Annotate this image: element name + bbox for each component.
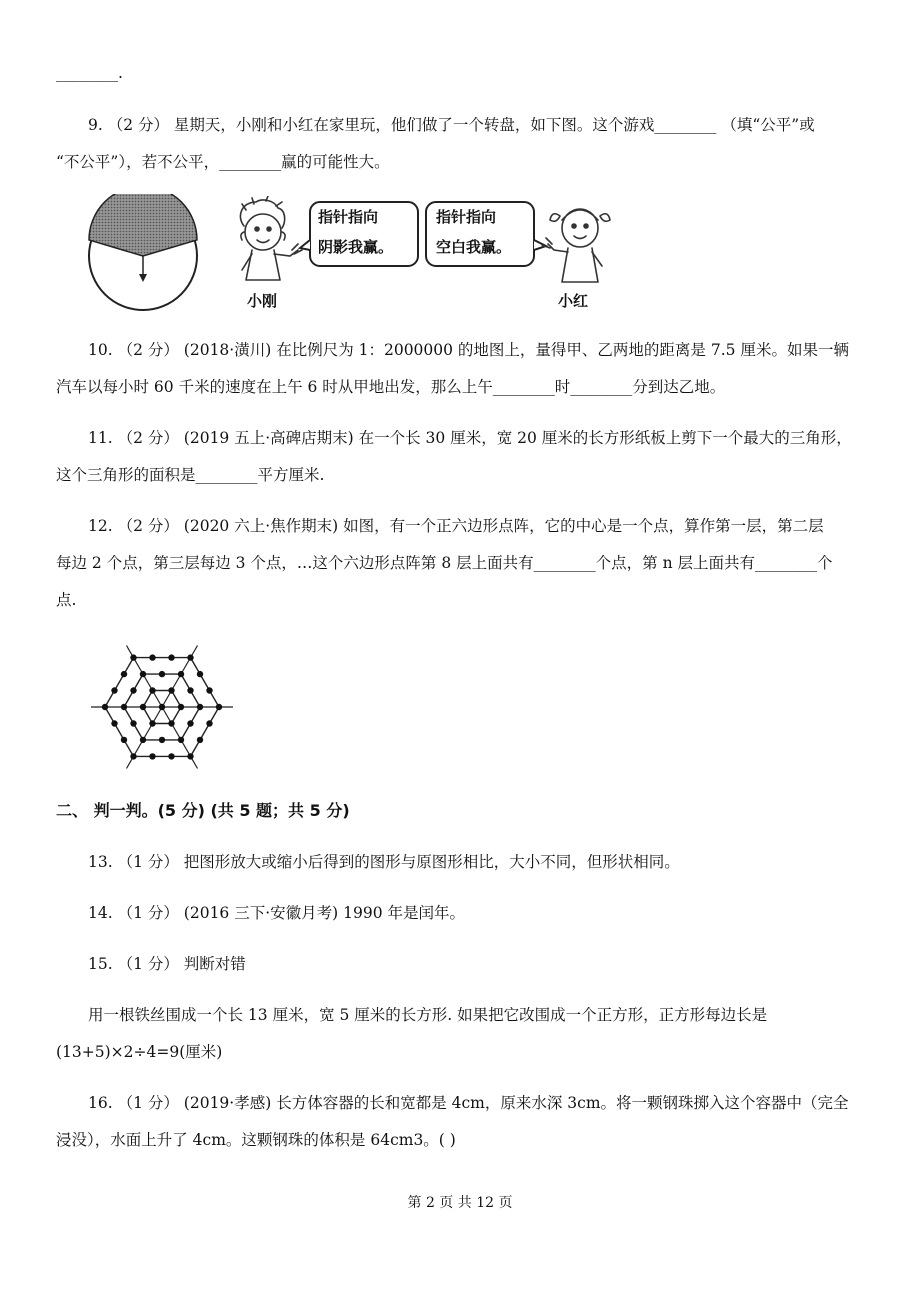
lattice-dot: [197, 671, 203, 677]
lattice-dot: [121, 671, 127, 677]
lattice-dot: [168, 720, 174, 726]
name-label-xiaohong: 小红: [558, 292, 589, 310]
lattice-dot: [187, 720, 193, 726]
girl-xiaohong-illustration: [540, 194, 614, 286]
section-2-heading: 二、 判一判。(5 分) (共 5 题；共 5 分): [56, 801, 350, 820]
lattice-dot: [149, 654, 155, 660]
hexagon-dot-lattice-figure: [86, 640, 238, 774]
q12-line1: 12. （2 分） (2020 六上·焦作期末) 如图，有一个正六边形点阵，它的中心是一个点，算作第一层，第二层: [88, 517, 824, 535]
q15-line1: 15. （1 分） 判断对错: [88, 955, 246, 973]
lattice-dot: [178, 737, 184, 743]
lattice-dot: [187, 753, 193, 759]
lattice-dot: [111, 687, 117, 693]
q10-line2: 汽车以每小时 60 千米的速度在上午 6 时从甲地出发，那么上午________时________分到达乙地。: [56, 378, 726, 396]
lattice-dot: [149, 720, 155, 726]
q14-line1: 14. （1 分） (2016 三下·安徽月考) 1990 年是闰年。: [88, 904, 465, 922]
q12-line2: 每边 2 个点，第三层每边 3 个点，…这个六边形点阵第 8 层上面共有________个点，第 n 层上面共有________个: [56, 554, 833, 572]
lattice-dot: [168, 654, 174, 660]
lattice-dot: [197, 704, 203, 710]
boy-xiaogang-illustration: [232, 196, 306, 284]
lattice-dot: [178, 671, 184, 677]
lattice-dot: [149, 753, 155, 759]
lattice-dot: [197, 737, 203, 743]
q9-line1: 9. （2 分） 星期天，小刚和小红在家里玩，他们做了一个转盘，如下图。这个游戏________ （填“公平”或: [88, 116, 815, 134]
lattice-dot: [111, 720, 117, 726]
lattice-dot: [159, 737, 165, 743]
q8-answer-blank: ________.: [56, 64, 123, 82]
lattice-dot: [216, 704, 222, 710]
lattice-dot: [206, 687, 212, 693]
lattice-dot: [140, 671, 146, 677]
lattice-dot: [102, 704, 108, 710]
bubble-left-line2: 阴影我赢。: [318, 238, 394, 256]
name-label-xiaogang: 小刚: [247, 292, 278, 310]
q10-line1: 10. （2 分） (2018·潢川) 在比例尺为 1：2000000 的地图上，量得甲、乙两地的距离是 7.5 厘米。如果一辆: [88, 341, 849, 359]
lattice-dot: [130, 753, 136, 759]
q9-line2: “不公平”），若不公平，________赢的可能性大。: [56, 153, 390, 171]
lattice-dot: [140, 704, 146, 710]
bubble-left-line1: 指针指向: [318, 208, 379, 226]
page-footer: 第 2 页 共 12 页: [407, 1195, 513, 1211]
q11-line2: 这个三角形的面积是________平方厘米.: [56, 466, 325, 484]
q12-line3: 点.: [56, 591, 77, 609]
lattice-dot: [121, 704, 127, 710]
lattice-dot: [206, 720, 212, 726]
q16-line1: 16. （1 分） (2019·孝感) 长方体容器的长和宽都是 4cm，原来水深 3cm。将一颗钢珠掷入这个容器中（完全: [88, 1094, 849, 1112]
q13-line1: 13. （1 分） 把图形放大或缩小后得到的图形与原图形相比，大小不同，但形状相同。: [88, 853, 680, 871]
spinner-figure: [86, 194, 200, 314]
lattice-dot: [130, 654, 136, 660]
bubble-right-line2: 空白我赢。: [436, 238, 512, 256]
lattice-dot: [121, 737, 127, 743]
lattice-dot: [187, 654, 193, 660]
lattice-dot: [149, 687, 155, 693]
lattice-dot: [187, 687, 193, 693]
lattice-dot: [159, 704, 165, 710]
q11-line1: 11. （2 分） (2019 五上·高碑店期末) 在一个长 30 厘米，宽 20 厘米的长方形纸板上剪下一个最大的三角形，: [88, 429, 852, 447]
lattice-dot: [130, 687, 136, 693]
lattice-dot: [168, 687, 174, 693]
q15-line2: 用一根铁丝围成一个长 13 厘米，宽 5 厘米的长方形. 如果把它改围成一个正方形，正方形每边长是: [88, 1006, 768, 1024]
lattice-dot: [159, 671, 165, 677]
bubble-right-line1: 指针指向: [436, 208, 497, 226]
q16-line2: 浸没），水面上升了 4cm。这颗钢珠的体积是 64cm3。( ): [56, 1131, 456, 1149]
lattice-dot: [168, 753, 174, 759]
q15-line3: (13+5)×2÷4=9(厘米): [56, 1043, 223, 1061]
lattice-dot: [140, 737, 146, 743]
lattice-dot: [130, 720, 136, 726]
lattice-dot: [178, 704, 184, 710]
